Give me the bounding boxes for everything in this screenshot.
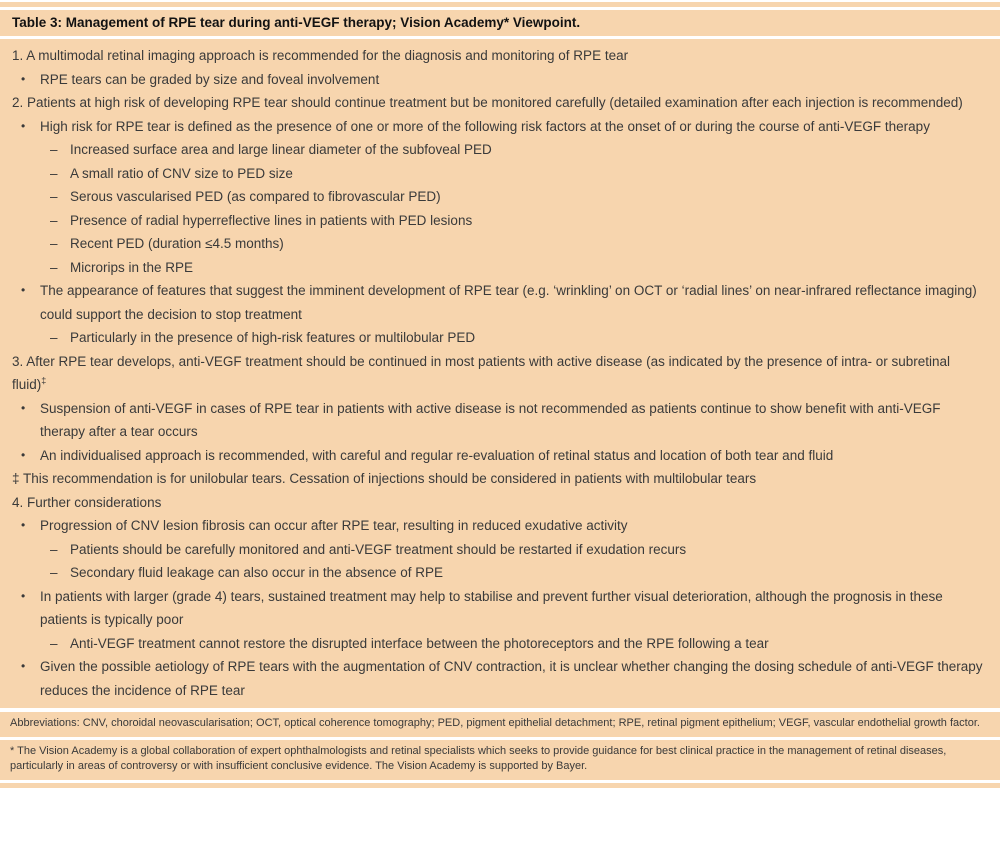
table-row xyxy=(12,232,988,256)
table-row-text: 2. Patients at high risk of developing RPE tear should continue treatment but be monitored carefully (detailed examination after each injection is recommended) xyxy=(12,95,963,110)
table-row xyxy=(12,561,988,585)
dash-marker: – xyxy=(50,541,58,557)
abbreviations-row xyxy=(0,712,1000,737)
table-row xyxy=(12,68,988,92)
table-row xyxy=(12,209,988,233)
table-row xyxy=(12,350,988,397)
table-row xyxy=(12,585,988,632)
bullet-marker: • xyxy=(21,283,26,297)
table-row xyxy=(12,91,988,115)
table-row-text: Presence of radial hyperreflective lines in patients with PED lesions xyxy=(70,212,473,228)
table-row-text: ‡ This recommendation is for unilobular tears. Cessation of injections should be considered in patients with multilobular tears xyxy=(12,471,757,486)
vision-academy-footnote-text: * The Vision Academy is a global collaboration of expert ophthalmologists and retinal specialists which seeks to provide guidance for best clinical practice in the management of retinal diseases, particularly in areas of controversy or with insufficient conclusive evidence. The Vision Academy is supported by Bayer. xyxy=(10,744,947,772)
table-row-text: 4. Further considerations xyxy=(12,494,162,510)
dash-marker: – xyxy=(50,165,58,181)
table-row-text: Particularly in the presence of high-risk features or multilobular PED xyxy=(70,330,476,345)
dash-marker: – xyxy=(50,259,58,275)
dash-marker: – xyxy=(50,565,58,580)
table-row xyxy=(12,491,988,515)
table-row xyxy=(12,514,988,538)
table-title: Table 3: Management of RPE tear during anti-VEGF therapy; Vision Academy* Viewpoint. xyxy=(12,15,581,30)
vision-academy-footnote-row xyxy=(0,740,1000,780)
table-row-text: Serous vascularised PED (as compared to fibrovascular PED) xyxy=(70,189,441,204)
table-row xyxy=(12,185,988,209)
table-row xyxy=(12,538,988,562)
dash-marker: – xyxy=(50,635,58,651)
table-row-text: Progression of CNV lesion fibrosis can occur after RPE tear, resulting in reduced exudative activity xyxy=(40,518,628,533)
dash-marker: – xyxy=(50,236,58,251)
table-row xyxy=(12,279,988,326)
table-row-text: Anti-VEGF treatment cannot restore the disrupted interface between the photoreceptors and the RPE following a tear xyxy=(70,635,769,651)
table-row-text: Recent PED (duration ≤4.5 months) xyxy=(70,236,284,251)
table-row xyxy=(12,326,988,350)
footnote-marker: ‡ xyxy=(41,375,47,386)
table-row-text: Patients should be carefully monitored and anti-VEGF treatment should be restarted if exudation recurs xyxy=(70,541,687,557)
table-3-rpe-tear-management xyxy=(0,2,1000,788)
bullet-marker: • xyxy=(21,659,26,673)
bullet-marker: • xyxy=(21,518,26,532)
table-bottom-border xyxy=(0,783,1000,788)
table-row xyxy=(12,444,988,468)
table-row-text: Suspension of anti-VEGF in cases of RPE tear in patients with active disease is not recommended as patients continue to show benefit with anti-VEGF therapy after a tear occurs xyxy=(40,400,941,439)
table-row-text: Increased surface area and large linear diameter of the subfoveal PED xyxy=(70,142,492,157)
table-row-text: Microrips in the RPE xyxy=(70,259,194,275)
abbreviations-text: Abbreviations: CNV, choroidal neovascularisation; OCT, optical coherence tomography; PED, pigment epithelial detachment; RPE, retinal pigment epithelium; VEGF, vascular endothelial growth factor. xyxy=(10,717,980,729)
table-row xyxy=(12,397,988,444)
table-row-text: In patients with larger (grade 4) tears, sustained treatment may help to stabilise and prevent further visual deterioration, although the prognosis in these patients is typically poor xyxy=(40,588,943,627)
table-row-text: Given the possible aetiology of RPE tears with the augmentation of CNV contraction, it is unclear whether changing the dosing schedule of anti-VEGF therapy reduces the incidence of RPE tear xyxy=(40,659,983,698)
bullet-marker: • xyxy=(21,118,26,133)
dash-marker: – xyxy=(50,330,58,345)
bullet-marker: • xyxy=(21,588,26,603)
table-row-text: 1. A multimodal retinal imaging approach is recommended for the diagnosis and monitoring of RPE tear xyxy=(12,48,629,63)
table-row-text: The appearance of features that suggest the imminent development of RPE tear (e.g. ‘wrinkling’ on OCT or ‘radial lines’ on near-infrared reflectance imaging) could support the decision to stop treatment xyxy=(40,283,977,322)
dash-marker: – xyxy=(50,189,58,204)
table-row xyxy=(12,138,988,162)
dash-marker: – xyxy=(50,212,58,228)
table-title-row xyxy=(0,10,1000,36)
table-row-text: High risk for RPE tear is defined as the presence of one or more of the following risk factors at the onset of or during the course of anti-VEGF therapy xyxy=(40,118,930,134)
table-row xyxy=(12,162,988,186)
bullet-marker: • xyxy=(21,71,26,86)
table-row xyxy=(12,115,988,139)
table-top-border xyxy=(0,2,1000,7)
table-row xyxy=(12,467,988,491)
table-row-text: Secondary fluid leakage can also occur in the absence of RPE xyxy=(70,565,443,580)
bullet-marker: • xyxy=(21,447,26,462)
bullet-marker: • xyxy=(21,400,26,415)
dash-marker: – xyxy=(50,142,58,157)
table-row-text: A small ratio of CNV size to PED size xyxy=(70,165,293,181)
table-row xyxy=(12,44,988,68)
table-row-text: 3. After RPE tear develops, anti-VEGF treatment should be continued in most patients with active disease (as indicated by the presence of intra- or subretinal fluid)‡ xyxy=(12,353,950,392)
table-row xyxy=(12,256,988,280)
table-row xyxy=(12,655,988,702)
table-body xyxy=(0,39,1000,708)
table-row-text: RPE tears can be graded by size and foveal involvement xyxy=(40,71,380,87)
table-row-text: An individualised approach is recommended, with careful and regular re-evaluation of retinal status and location of both tear and fluid xyxy=(40,447,834,463)
table-row xyxy=(12,632,988,656)
